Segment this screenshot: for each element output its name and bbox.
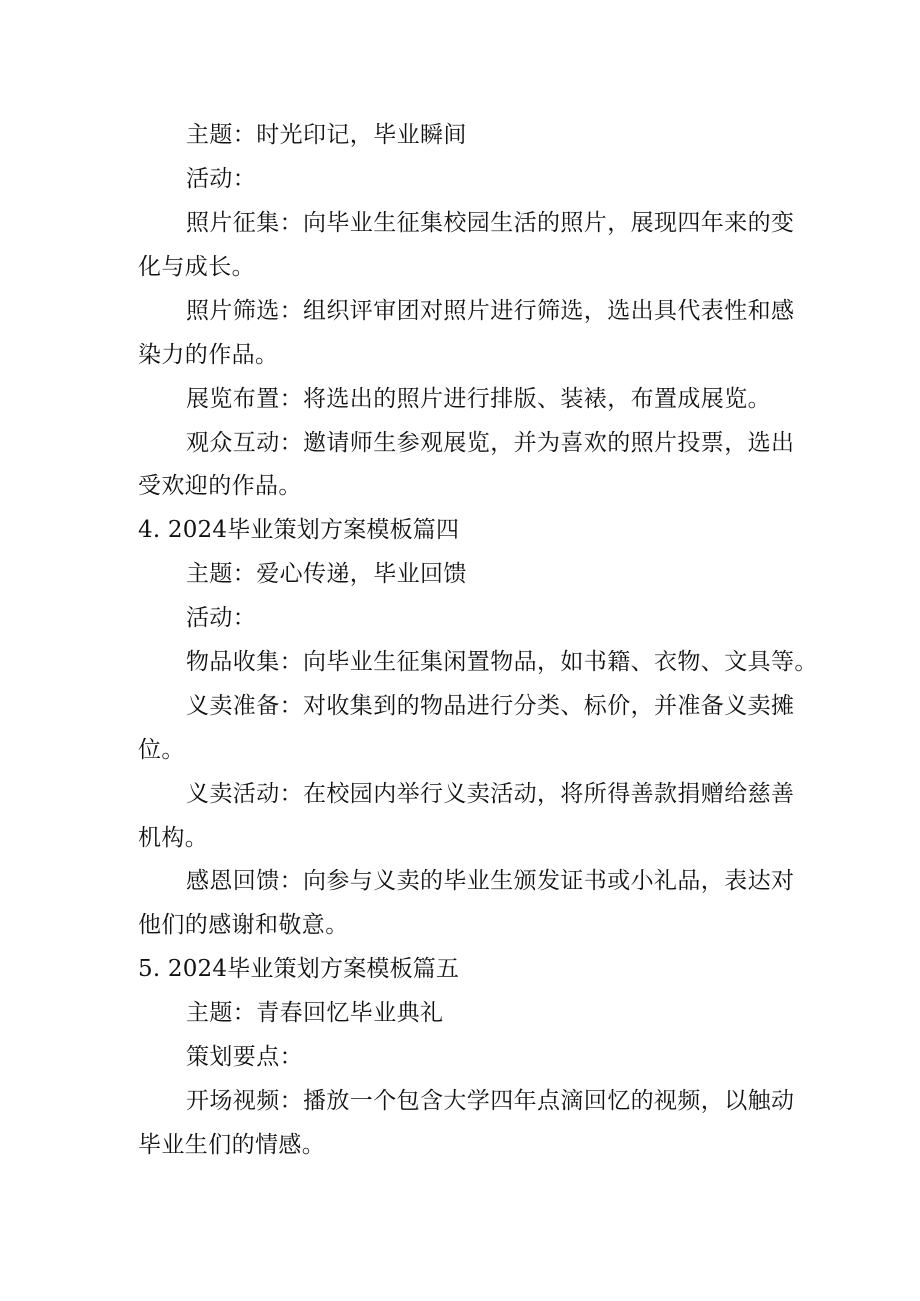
section-heading: 4. 2024毕业策划方案模板篇四 [138,517,460,543]
theme-line: 主题：爱心传递，毕业回馈 [186,561,467,587]
theme-line: 主题：青春回忆毕业典礼 [186,1000,444,1026]
paragraph-line: 感恩回馈：向参与义卖的毕业生颁发证书或小礼品，表达对 [186,868,795,894]
paragraph-line: 物品收集：向毕业生征集闲置物品，如书籍、衣物、文具等。 [186,649,818,675]
paragraph-line: 机构。 [138,825,209,851]
theme-line: 主题：时光印记，毕业瞬间 [186,122,467,148]
paragraph-line: 义卖活动：在校园内举行义卖活动，将所得善款捐赠给慈善 [186,781,795,807]
paragraph-line: 毕业生们的情感。 [138,1132,326,1158]
paragraph-line: 观众互动：邀请师生参观展览，并为喜欢的照片投票，选出 [186,430,795,456]
paragraph-line: 照片筛选：组织评审团对照片进行筛选，选出具代表性和感 [186,298,795,324]
paragraph-line: 照片征集：向毕业生征集校园生活的照片，展现四年来的变 [186,210,795,236]
paragraph-line: 义卖准备：对收集到的物品进行分类、标价，并准备义卖摊 [186,693,795,719]
section-heading: 5. 2024毕业策划方案模板篇五 [138,956,460,982]
paragraph-line: 染力的作品。 [138,342,279,368]
paragraph-line: 受欢迎的作品。 [138,473,302,499]
activity-label: 活动： [186,605,257,631]
activity-label: 活动： [186,166,257,192]
paragraph-line: 开场视频：播放一个包含大学四年点滴回忆的视频，以触动 [186,1088,795,1114]
paragraph-line: 他们的感谢和敬意。 [138,912,349,938]
paragraph-line: 展览布置：将选出的照片进行排版、装裱，布置成展览。 [186,386,771,412]
paragraph-line: 化与成长。 [138,254,255,280]
paragraph-line: 位。 [138,737,185,763]
planning-points-label: 策划要点： [186,1044,303,1070]
